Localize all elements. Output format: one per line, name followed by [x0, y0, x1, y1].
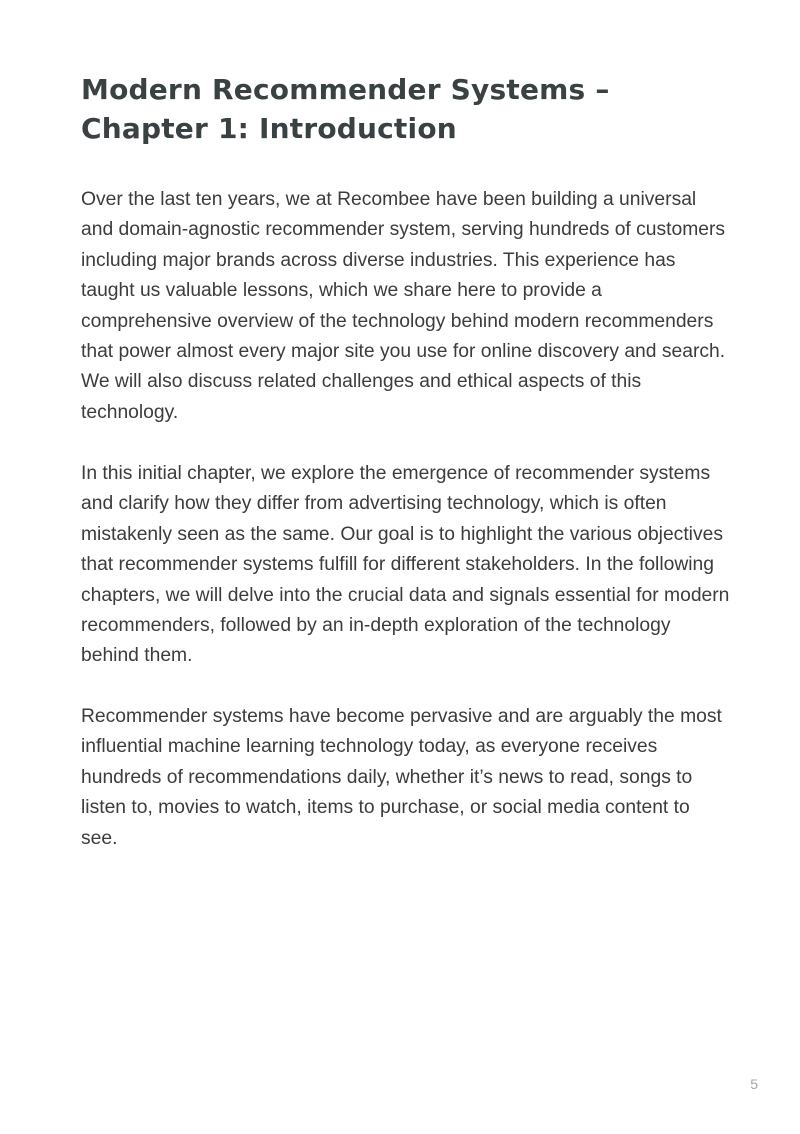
paragraph-chapter-overview: In this initial chapter, we explore the emergence of recommender systems and clarify how they differ from advertising technology, which is often mistakenly seen as the same. Our goal is to highlight the various objectives that recommender systems fulfill for different stakeholders. In the following chapters, we will delve into the crucial data and signals essential for modern recommenders, followed by an in-depth exploration of the technology behind them. [81, 463, 730, 667]
page-title: Modern Recommender Systems – Chapter 1: Introduction [81, 73, 610, 145]
paragraph-pervasiveness: Recommender systems have become pervasive and are arguably the most influential machine learning technology today, as everyone receives hundreds of recommendations daily, whether it’s news to read, songs to listen to, movies to watch, items to purchase, or social media content to see. [81, 706, 722, 849]
paragraph-intro: Over the last ten years, we at Recombee have been building a universal and domain-agnostic recommender system, serving hundreds of customers including major brands across diverse industries. This experience has taught us valuable lessons, which we share here to provide a comprehensive overview of the technology behind modern recommenders that power almost every major site you use for online discovery and search. We will also discuss related challenges and ethical aspects of this technology. [81, 189, 726, 423]
page-number: 5 [750, 1076, 758, 1092]
